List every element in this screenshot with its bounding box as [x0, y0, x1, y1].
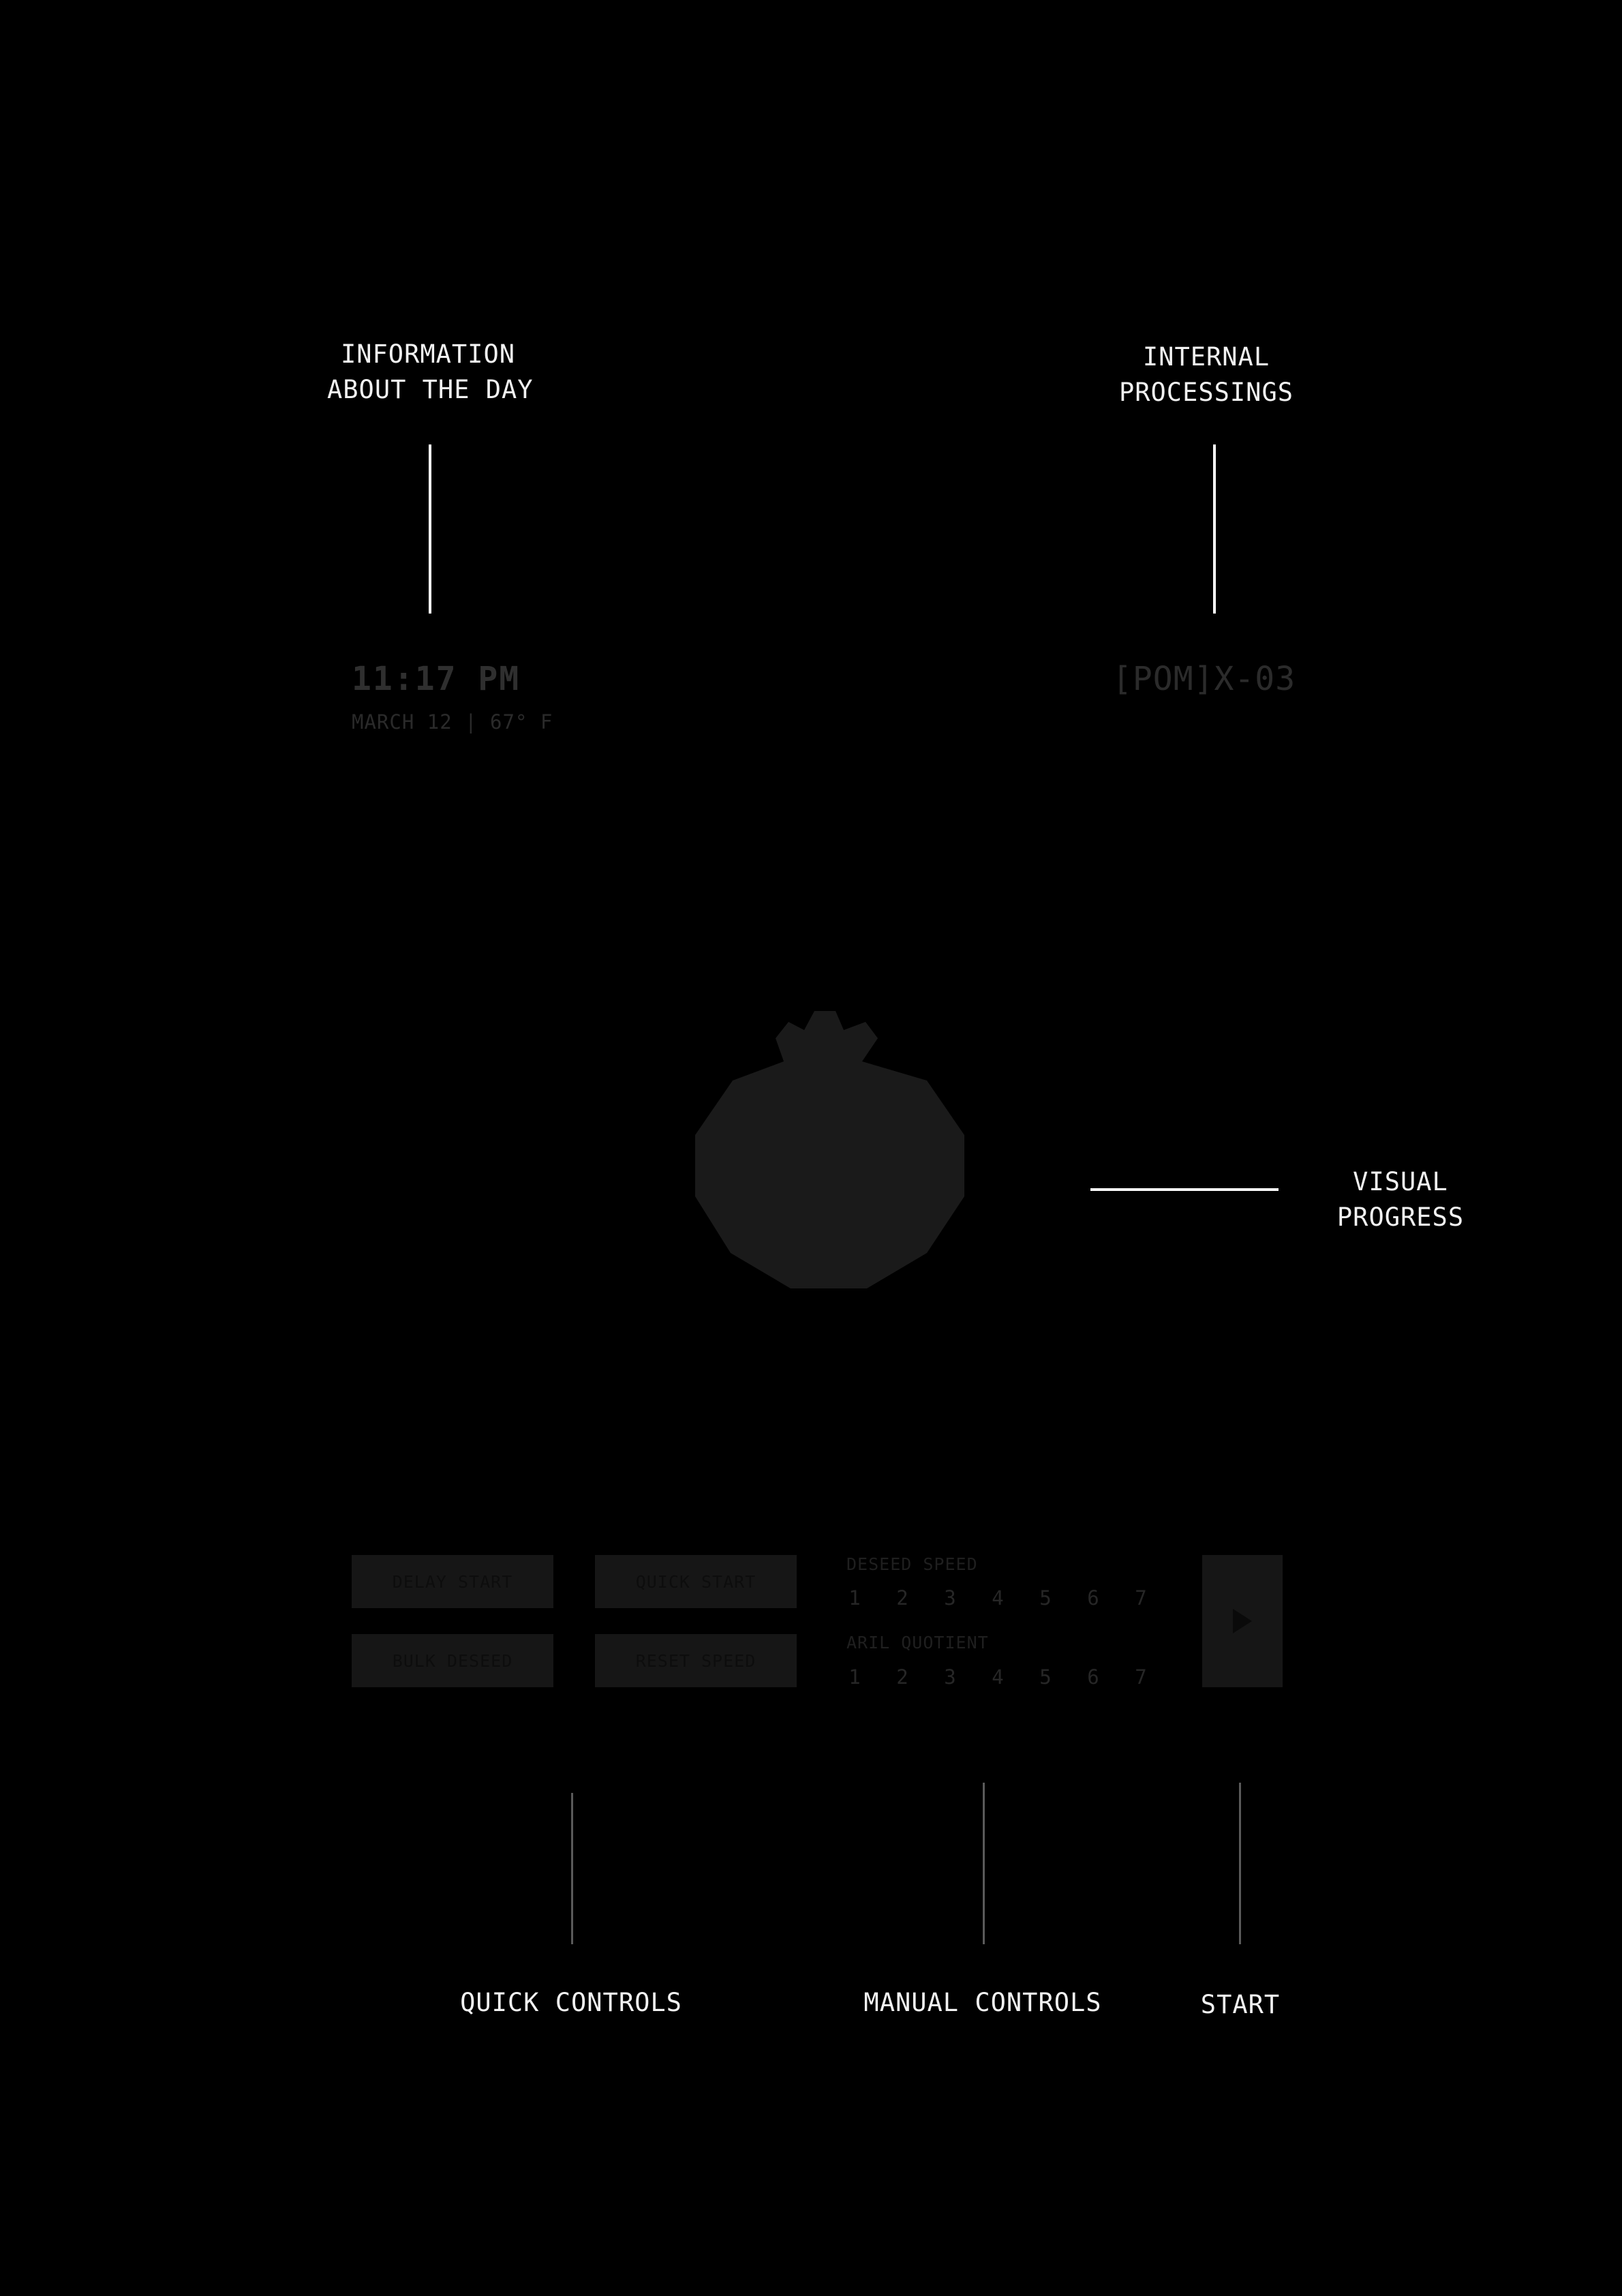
- deseed-speed-option[interactable]: 4: [992, 1586, 1004, 1610]
- annotation-info-day: [327, 337, 534, 408]
- annotation-quick-controls: QUICK CONTROLS: [460, 1988, 682, 2017]
- device-id: [POM]X-03: [1112, 660, 1296, 698]
- deseed-speed-option[interactable]: 5: [1039, 1586, 1052, 1610]
- aril-quotient-option[interactable]: 2: [896, 1665, 908, 1689]
- annotation-info-day-leader: [429, 444, 431, 614]
- aril-quotient-option[interactable]: 4: [992, 1665, 1004, 1689]
- annotation-manual-controls: MANUAL CONTROLS: [863, 1988, 1102, 2017]
- date-weather: MARCH 12 | 67° F: [352, 710, 553, 734]
- deseed-speed-option[interactable]: 2: [896, 1586, 908, 1610]
- quick-start-button[interactable]: QUICK START: [595, 1555, 797, 1608]
- aril-quotient-label: ARIL QUOTIENT: [846, 1633, 989, 1652]
- aril-quotient-option[interactable]: 1: [848, 1665, 861, 1689]
- deseed-speed-option[interactable]: 3: [944, 1586, 956, 1610]
- aril-quotient-option[interactable]: 3: [944, 1665, 956, 1689]
- annotation-visual-progress-line1: VISUAL: [1353, 1167, 1448, 1196]
- annotation-info-day-line2: ABOUT THE DAY: [327, 375, 534, 404]
- clock-time: 11:17 PM: [352, 660, 521, 698]
- deseed-speed-option[interactable]: 7: [1135, 1586, 1147, 1610]
- annotation-internal-line2: PROCESSINGS: [1118, 378, 1294, 407]
- play-icon: [1229, 1606, 1256, 1636]
- deseed-speed-option[interactable]: 6: [1087, 1586, 1099, 1610]
- annotation-internal-processings: [1111, 339, 1302, 410]
- aril-quotient-scale[interactable]: [831, 1665, 1165, 1689]
- pomegranate-icon: [688, 1006, 975, 1292]
- start-button[interactable]: [1202, 1555, 1283, 1687]
- annotation-start-leader: [1239, 1783, 1241, 1944]
- deseed-speed-label: DESEED SPEED: [846, 1554, 978, 1574]
- aril-quotient-option[interactable]: 6: [1087, 1665, 1099, 1689]
- annotation-internal-line1: INTERNAL: [1142, 342, 1270, 372]
- annotation-visual-progress: [1319, 1164, 1482, 1235]
- delay-start-button[interactable]: DELAY START: [352, 1555, 553, 1608]
- annotation-quick-controls-leader: [571, 1793, 573, 1944]
- reset-speed-button[interactable]: RESET SPEED: [595, 1634, 797, 1687]
- annotation-manual-controls-leader: [983, 1783, 985, 1944]
- aril-quotient-option[interactable]: 7: [1135, 1665, 1147, 1689]
- annotation-internal-leader: [1213, 444, 1216, 614]
- annotation-start: START: [1200, 1990, 1281, 2019]
- aril-quotient-option[interactable]: 5: [1039, 1665, 1052, 1689]
- bulk-deseed-button[interactable]: BULK DESEED: [352, 1634, 553, 1687]
- annotation-visual-progress-line2: PROGRESS: [1336, 1203, 1465, 1232]
- annotation-info-day-line1: INFORMATION: [340, 339, 516, 369]
- deseed-speed-scale[interactable]: [831, 1586, 1165, 1610]
- deseed-speed-option[interactable]: 1: [848, 1586, 861, 1610]
- annotation-visual-progress-leader: [1090, 1188, 1279, 1191]
